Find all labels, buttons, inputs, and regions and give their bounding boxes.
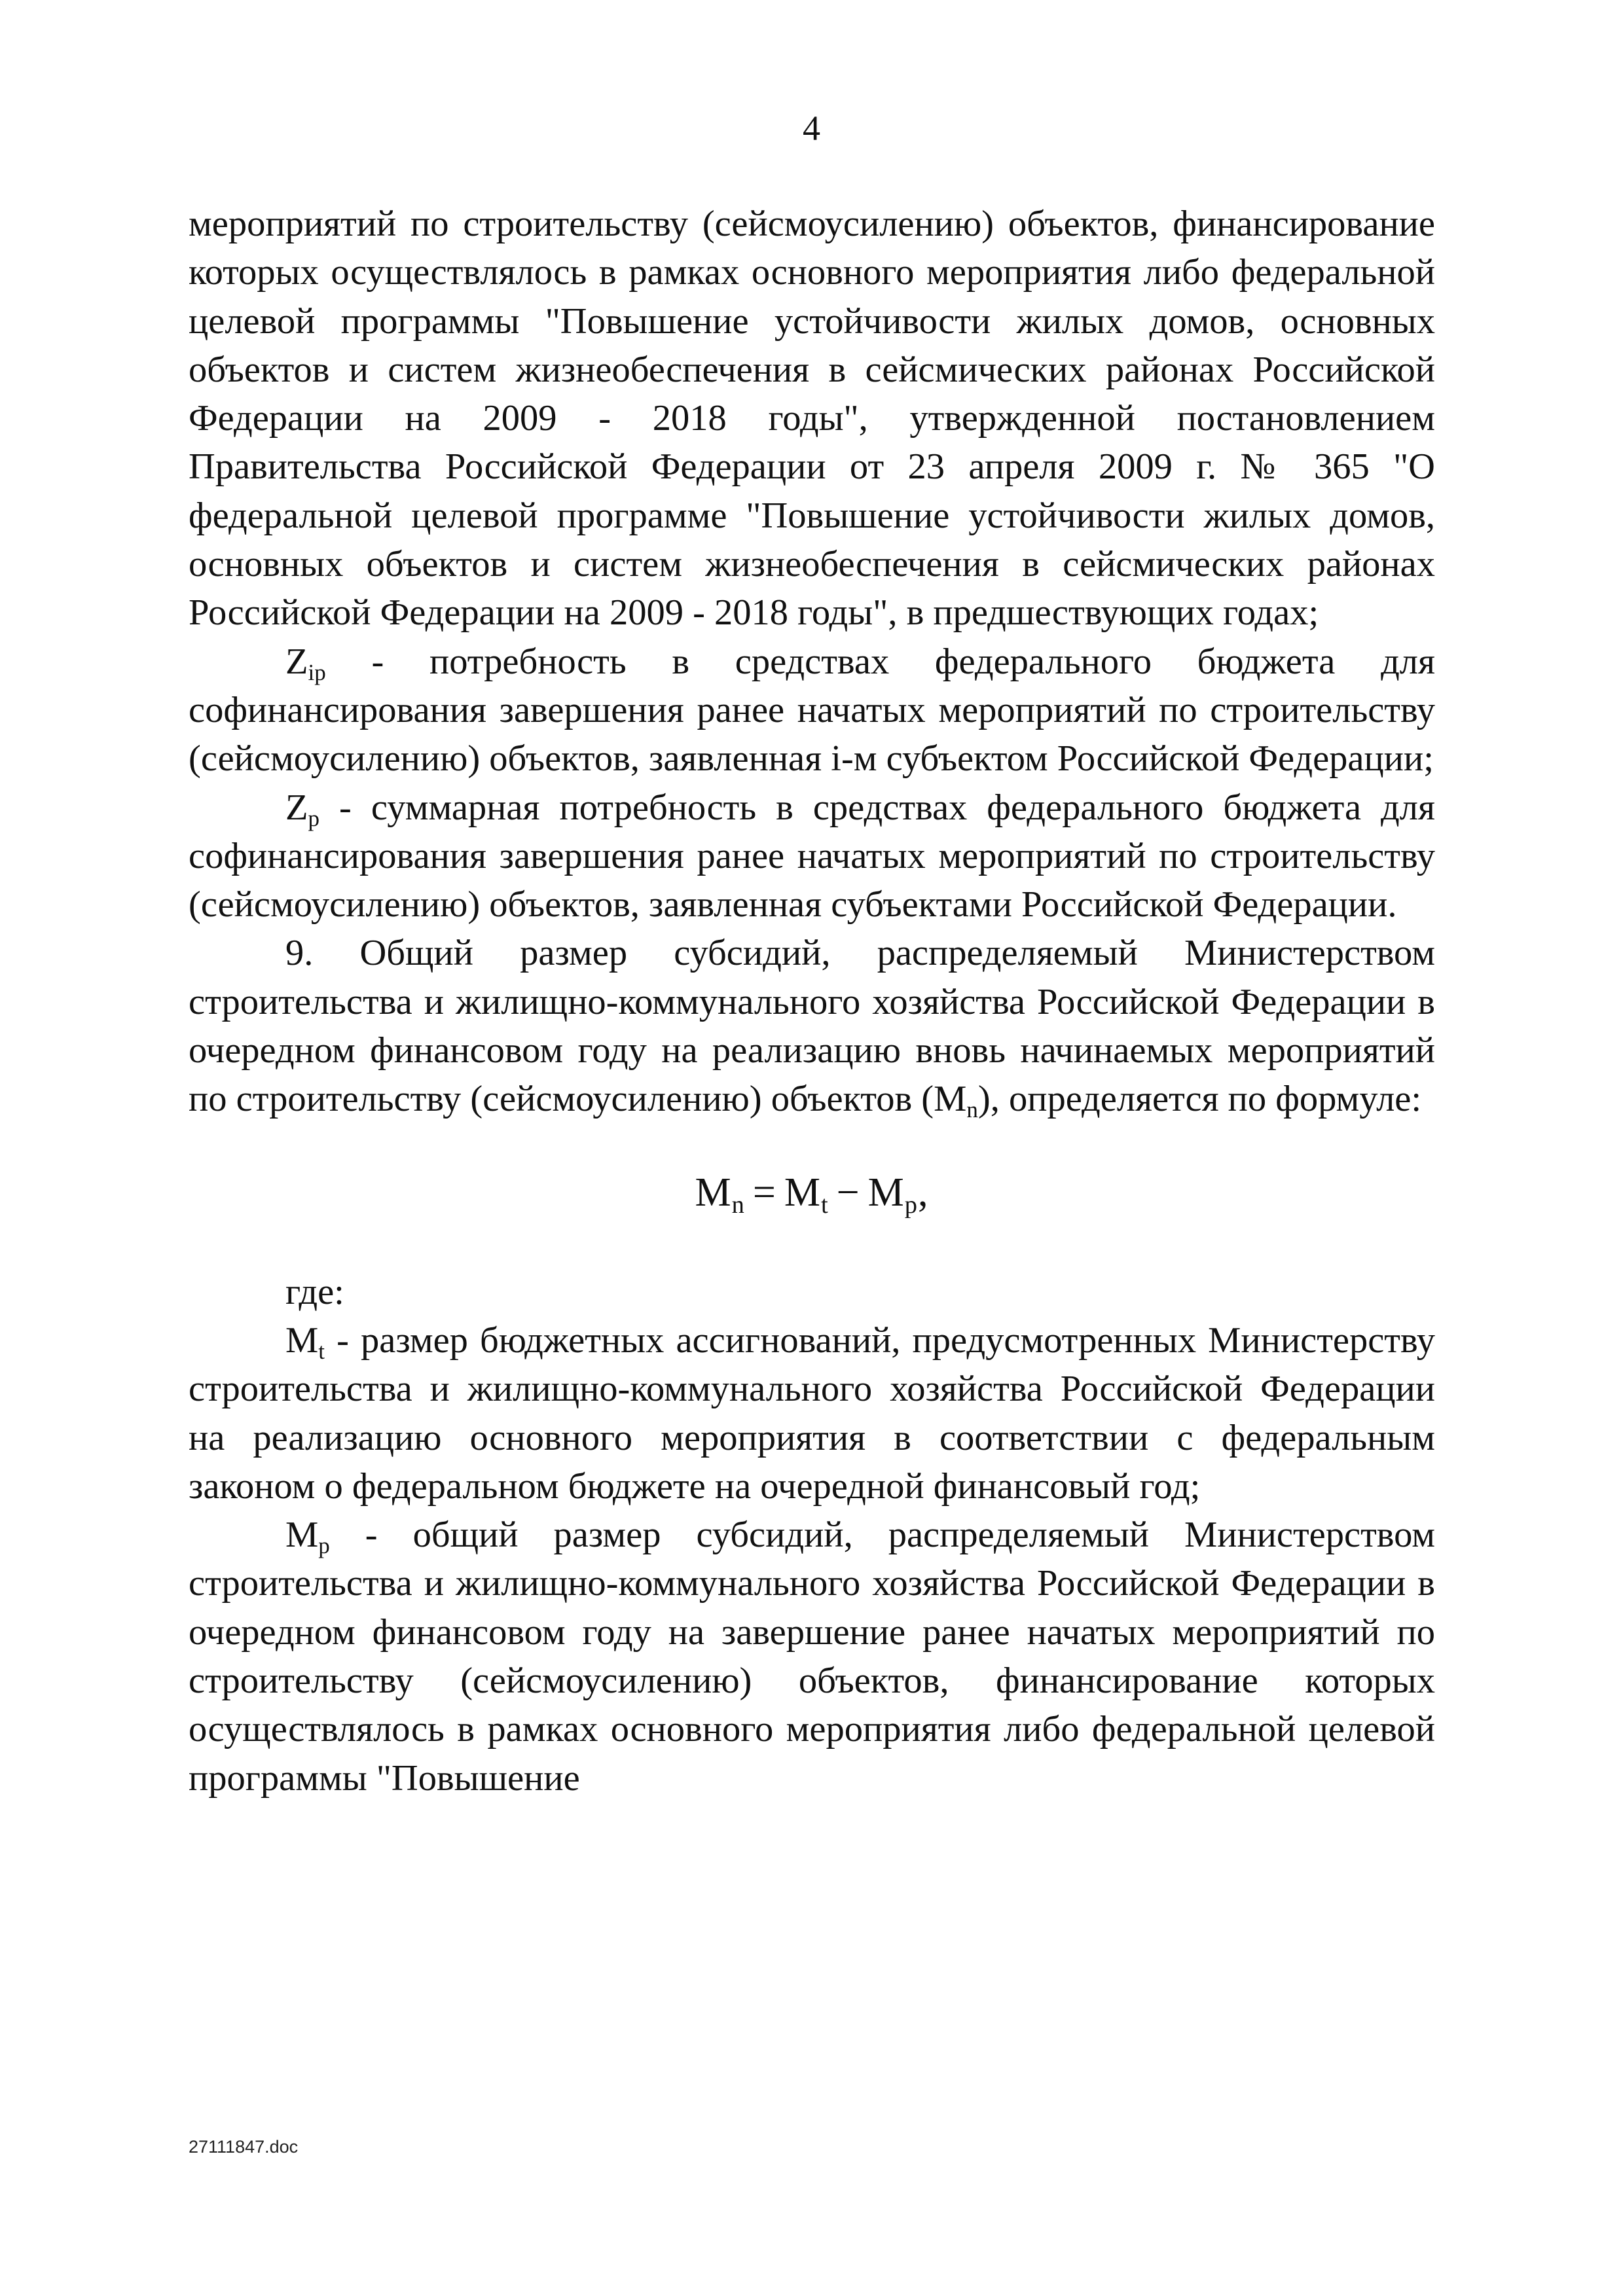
- item-9-end: ), определяется по формуле:: [977, 1079, 1422, 1120]
- subscript-p: p: [318, 1532, 330, 1558]
- formula-mp: M: [867, 1170, 905, 1215]
- where-label: где:: [285, 1271, 344, 1312]
- subscript-ip: ip: [308, 659, 326, 685]
- paragraph-zip-definition: [189, 637, 1435, 783]
- paragraph-mp-definition: [189, 1511, 1435, 1803]
- formula-mp-sub: p: [904, 1191, 918, 1219]
- symbol-m: M: [285, 1515, 319, 1556]
- document-filename: 27111847.doc: [189, 2137, 299, 2157]
- formula-block: [189, 1124, 1435, 1268]
- paragraph-zp-definition: [189, 783, 1435, 929]
- document-body: [189, 200, 1435, 1803]
- formula-comma: ,: [917, 1170, 929, 1215]
- symbol-m: M: [934, 1079, 967, 1120]
- symbol-m: M: [285, 1319, 319, 1361]
- paragraph-mt-definition: [189, 1316, 1435, 1511]
- paragraph-continuation: мероприятий по строительству (сейсмоусилению) объектов, финансирование которых осуществлялось в рамках основного мероприятия либо федеральной целевой программы "Повышение устойчивости жилых домов, основных объектов и систем жизнеобеспечения в сейсмических районах Российской Федерации на 2009 - 2018 годы", утвержденной постановлением Правительства Российской Федерации от 23 апреля 2009 г. № 365 "О федеральной целевой программе "Повышение устойчивости жилых домов, основных объектов и систем жизнеобеспечения в сейсмических районах Российской Федерации на 2009 - 2018 годы", в предшествующих годах;: [189, 204, 1435, 634]
- item-9-text: 9. Общий размер субсидий, распределяемый Министерством строительства и жилищно-коммунального хозяйства Российской Федерации в очередном финансовом году на реализацию вновь начинаемых мероприятий по строительству (сейсмоусилению) объектов (: [189, 933, 1435, 1120]
- page-number: 4: [803, 109, 820, 148]
- paragraph-item-9: [189, 929, 1435, 1123]
- symbol-z: Z: [285, 787, 308, 828]
- subscript-p: p: [308, 805, 320, 831]
- mp-definition-text: - общий размер субсидий, распределяемый Министерством строительства и жилищно-коммунального хозяйства Российской Федерации в очередном финансовом году на завершение ранее начатых мероприятий по строительству (сейсмоусилению) объектов, финансирование которых осуществлялось в рамках основного мероприятия либо федеральной целевой программы "Повышение: [189, 1515, 1435, 1799]
- formula-lhs-sub: n: [731, 1191, 745, 1219]
- formula-equals: =: [752, 1170, 776, 1215]
- formula-minus: −: [836, 1170, 860, 1215]
- formula-lhs: M: [695, 1170, 732, 1215]
- mt-definition-text: - размер бюджетных ассигнований, предусмотренных Министерству строительства и жилищно-коммунального хозяйства Российской Федерации на реализацию основного мероприятия в соответствии с федеральным законом о федеральном бюджете на очередной финансовый год;: [189, 1319, 1435, 1507]
- formula-mt: M: [784, 1170, 821, 1215]
- zip-definition-text: - потребность в средствах федерального бюджета для софинансирования завершения ранее начатых мероприятий по строительству (сейсмоусилению) объектов, заявленная i-м субъектом Российской Федерации;: [189, 641, 1435, 780]
- subscript-n: n: [966, 1097, 978, 1123]
- formula-mt-sub: t: [820, 1191, 829, 1219]
- formula-mn: [189, 1168, 1435, 1217]
- zp-definition-text: - суммарная потребность в средствах федерального бюджета для софинансирования завершения ранее начатых мероприятий по строительству (сейсмоусилению) объектов, заявленная субъектами Российской Федерации.: [189, 787, 1435, 925]
- symbol-z: Z: [285, 641, 308, 682]
- subscript-t: t: [318, 1338, 325, 1364]
